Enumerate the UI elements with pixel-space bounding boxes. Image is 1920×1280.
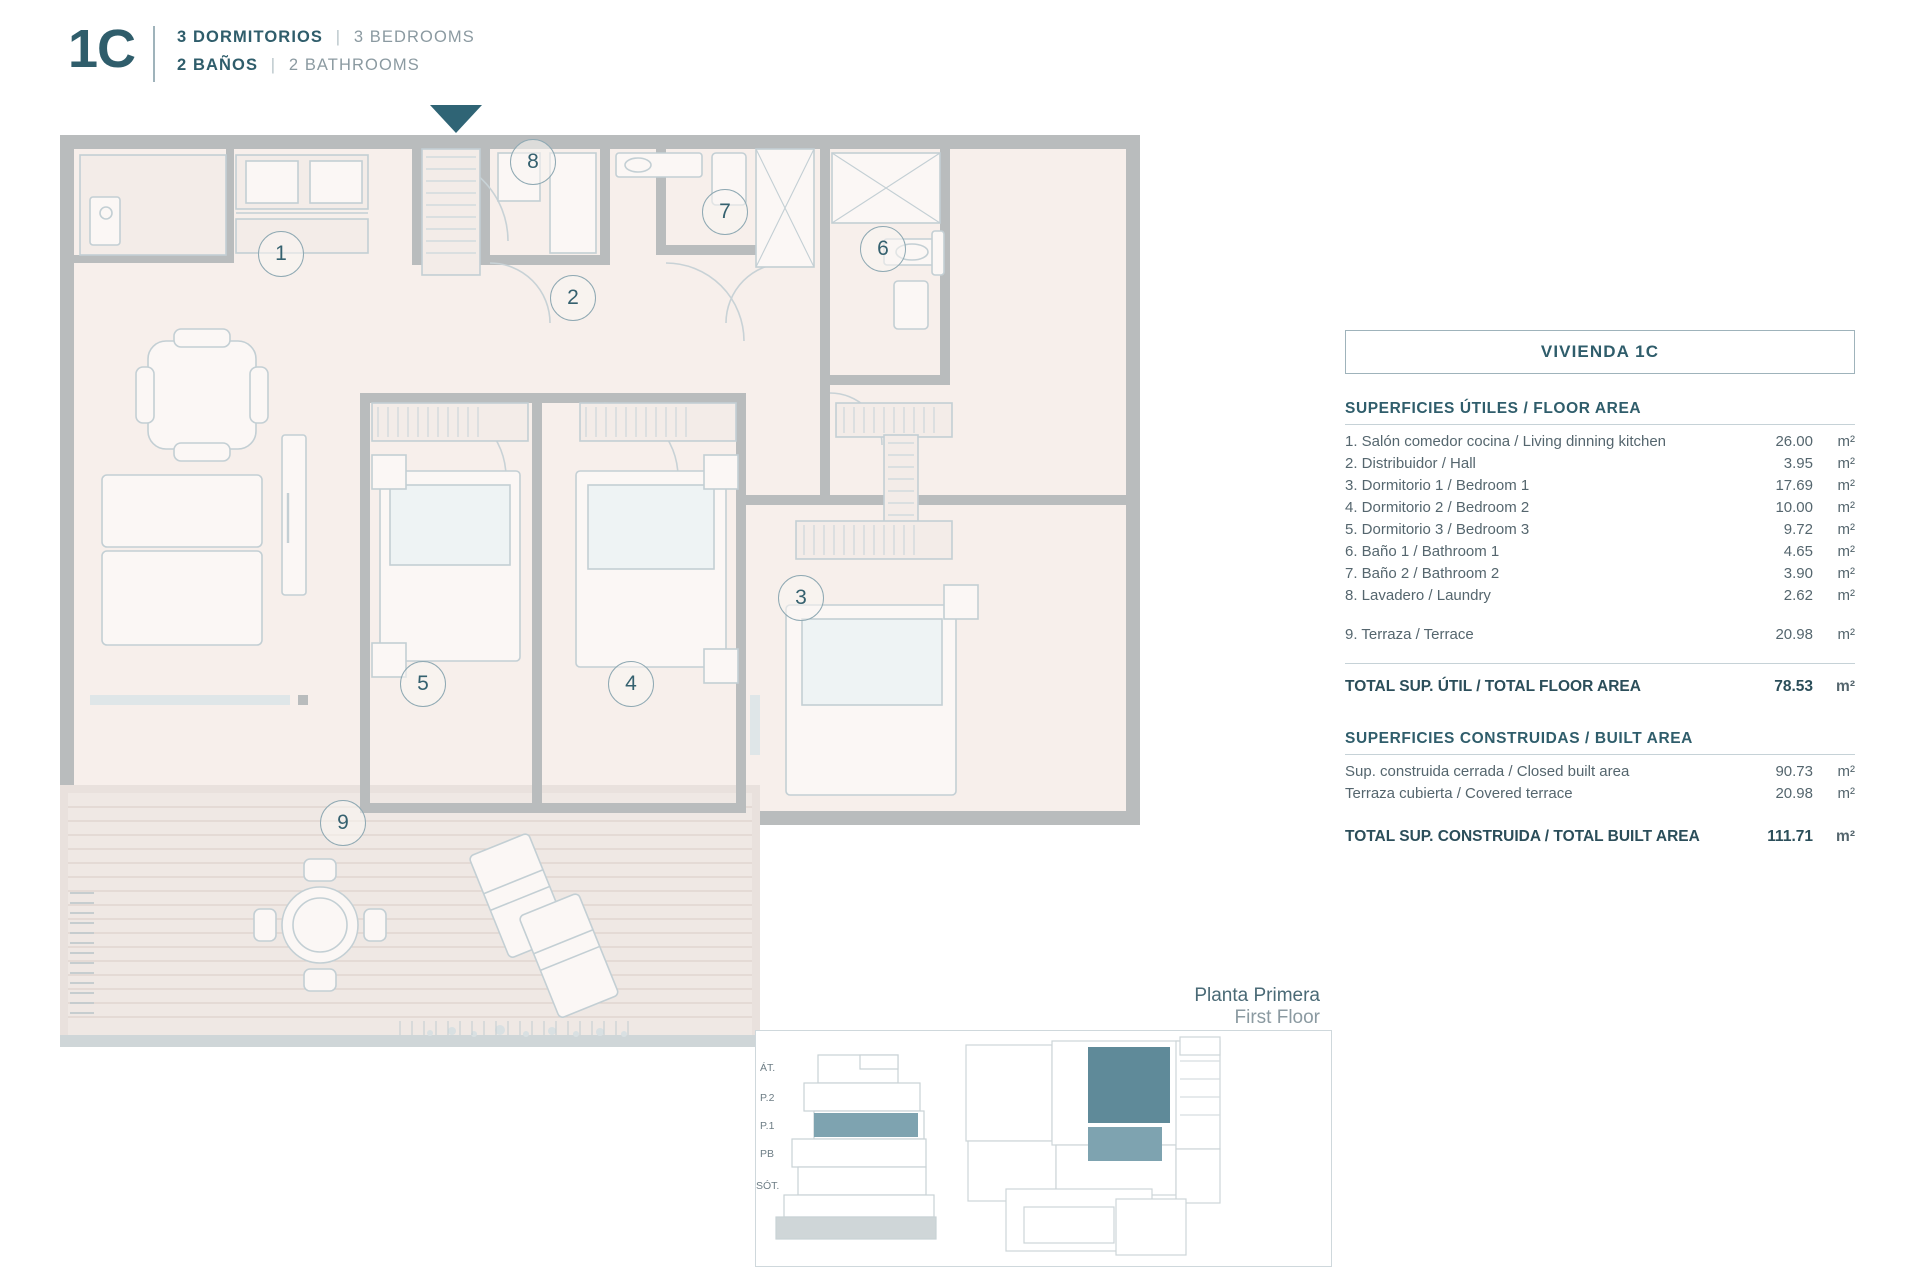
table-row: [1345, 455, 1855, 472]
floorplan-drawing: [60, 135, 1160, 1095]
terrace-unit: m²: [1837, 626, 1855, 643]
terrace-value: 20.98: [1775, 626, 1813, 643]
room-value: 2.62: [1783, 587, 1813, 604]
header: [68, 19, 475, 84]
built-area-heading: SUPERFICIES CONSTRUIDAS / BUILT AREA: [1345, 730, 1855, 755]
unit-code: 1C: [68, 19, 136, 79]
room-bubble-3: 3: [778, 575, 824, 621]
room-unit: m²: [1837, 433, 1855, 450]
total-built-area-value: 111.71: [1767, 828, 1813, 845]
room-value: 9.72: [1783, 521, 1813, 538]
built-value: 90.73: [1775, 763, 1813, 780]
svg-text:ÁT.: ÁT.: [760, 1062, 776, 1074]
svg-text:P.1: P.1: [760, 1120, 775, 1132]
room-label: 5. Dormitorio 3 / Bedroom 3: [1345, 521, 1530, 538]
room-label: 6. Baño 1 / Bathroom 1: [1345, 543, 1500, 560]
total-floor-area-row: [1345, 663, 1855, 696]
area-summary-panel: [1345, 330, 1855, 851]
built-unit: m²: [1837, 763, 1855, 780]
room-unit: m²: [1837, 587, 1855, 604]
room-label: 7. Baño 2 / Bathroom 2: [1345, 565, 1500, 582]
svg-text:SÓT.: SÓT.: [756, 1180, 780, 1192]
table-row: [1345, 565, 1855, 582]
bathrooms-en: 2 BATHROOMS: [288, 56, 420, 74]
openings: [750, 695, 760, 755]
floor-key-label: [1110, 985, 1320, 1029]
bedrooms-line: [177, 28, 475, 47]
table-row: [1345, 763, 1855, 780]
room-bubble-6: 6: [860, 226, 906, 272]
table-row: [1345, 499, 1855, 516]
header-sep-2: |: [270, 56, 277, 74]
bathrooms-line: [177, 56, 475, 75]
room-bubble-7: 7: [702, 189, 748, 235]
room-value: 3.95: [1783, 455, 1813, 472]
building-locator: [755, 1030, 1332, 1267]
panel-title-box: [1345, 330, 1855, 374]
terrace-row: [1345, 626, 1855, 643]
room-value: 3.90: [1783, 565, 1813, 582]
header-divider: [153, 26, 155, 82]
total-built-area-label: TOTAL SUP. CONSTRUIDA / TOTAL BUILT AREA: [1345, 828, 1700, 845]
panel-title: VIVIENDA 1C: [1540, 342, 1660, 361]
highlight-unit-block: [1088, 1047, 1170, 1123]
room-bubble-5: 5: [400, 661, 446, 707]
built-value: 20.98: [1775, 785, 1813, 802]
bedrooms-es: 3 DORMITORIOS: [177, 28, 324, 46]
room-value: 4.65: [1783, 543, 1813, 560]
svg-text:P.2: P.2: [760, 1092, 775, 1104]
room-value: 10.00: [1775, 499, 1813, 516]
room-label: 8. Lavadero / Laundry: [1345, 587, 1491, 604]
floor-area-heading: SUPERFICIES ÚTILES / FLOOR AREA: [1345, 400, 1855, 425]
room-unit: m²: [1837, 455, 1855, 472]
svg-text:PB: PB: [760, 1148, 775, 1160]
elevation-diagram: [776, 1055, 936, 1239]
total-floor-area-label: TOTAL SUP. ÚTIL / TOTAL FLOOR AREA: [1345, 678, 1641, 695]
room-bubble-4: 4: [608, 661, 654, 707]
highlight-unit-block-secondary: [1088, 1127, 1162, 1161]
floor-key-title-en: First Floor: [1234, 1007, 1320, 1028]
room-unit: m²: [1837, 565, 1855, 582]
room-label: 1. Salón comedor cocina / Living dinning kitchen: [1345, 433, 1667, 450]
built-label: Sup. construida cerrada / Closed built area: [1345, 763, 1630, 780]
bathrooms-es: 2 BAÑOS: [177, 56, 259, 74]
table-row: [1345, 477, 1855, 494]
level-labels: [756, 1061, 779, 1192]
room-bubble-8: 8: [510, 139, 556, 185]
room-bubble-1: 1: [258, 231, 304, 277]
header-text: [177, 22, 475, 84]
table-row: [1345, 785, 1855, 802]
room-value: 26.00: [1775, 433, 1813, 450]
total-built-area-row: [1345, 828, 1855, 846]
header-sep-1: |: [335, 28, 342, 46]
built-unit: m²: [1837, 785, 1855, 802]
room-unit: m²: [1837, 543, 1855, 560]
room-value: 17.69: [1775, 477, 1813, 494]
room-label: 4. Dormitorio 2 / Bedroom 2: [1345, 499, 1530, 516]
room-bubble-2: 2: [550, 275, 596, 321]
room-unit: m²: [1837, 477, 1855, 494]
built-label: Terraza cubierta / Covered terrace: [1345, 785, 1573, 802]
floor-key-title-es: Planta Primera: [1194, 985, 1320, 1006]
room-unit: m²: [1837, 499, 1855, 516]
terrace-slab: [60, 785, 760, 1047]
table-row: [1345, 433, 1855, 450]
room-label: 2. Distribuidor / Hall: [1345, 455, 1476, 472]
room-unit: m²: [1837, 521, 1855, 538]
table-row: [1345, 521, 1855, 538]
total-floor-area-unit: m²: [1836, 678, 1855, 695]
room-bubble-9: 9: [320, 800, 366, 846]
highlight-level-bar: [814, 1113, 918, 1137]
bedrooms-en: 3 BEDROOMS: [353, 28, 475, 46]
total-built-area-unit: m²: [1836, 828, 1855, 845]
room-label: 3. Dormitorio 1 / Bedroom 1: [1345, 477, 1530, 494]
table-row: [1345, 543, 1855, 560]
table-row: [1345, 587, 1855, 604]
terrace-label: 9. Terraza / Terrace: [1345, 626, 1474, 643]
entrance-marker-icon: [430, 105, 482, 133]
total-floor-area-value: 78.53: [1774, 678, 1813, 695]
